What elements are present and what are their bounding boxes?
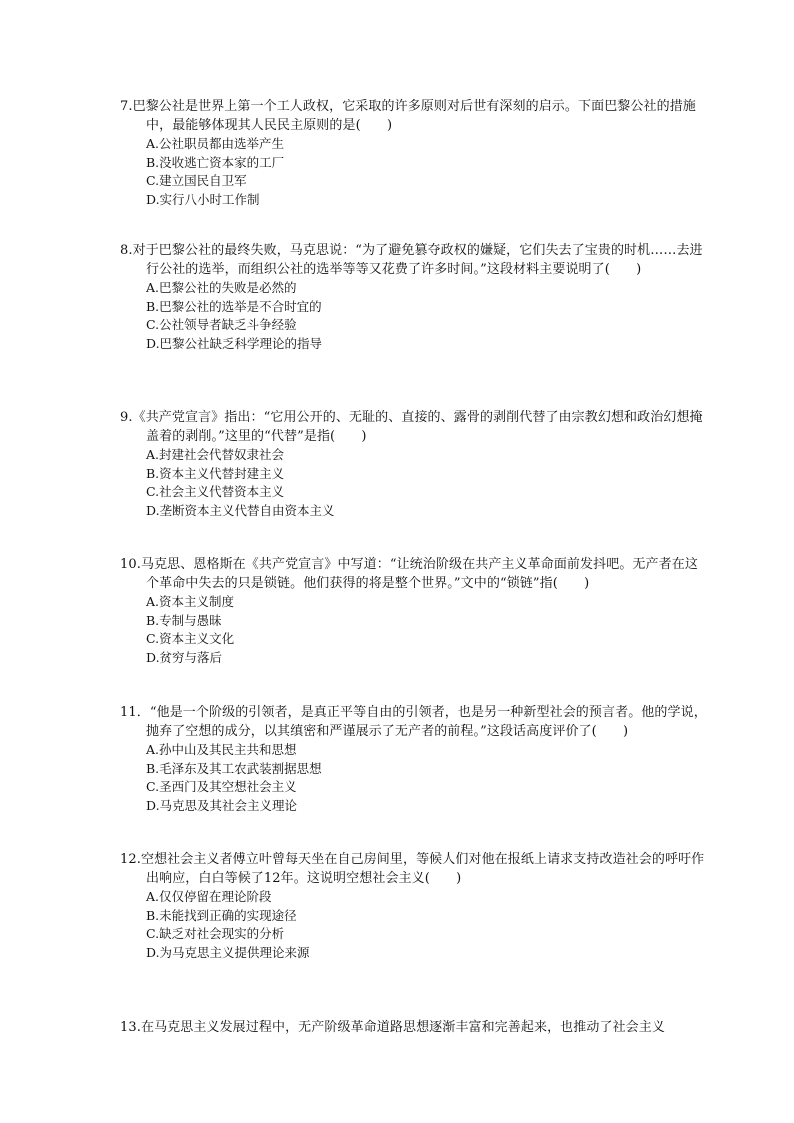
question-stem: 10.马克思、恩格斯在《共产党宣言》中写道：“让统治阶级在共产主义革命面前发抖吧。无产者在这个革命中失去的只是锁链。他们获得的将是整个世界。”文中的“锁链”指( ) [120,557,698,591]
option-list [120,279,710,353]
option-b: B.资本主义代替封建主义 [146,465,285,481]
option-d: D.贫穷与落后 [146,649,223,665]
option-a: A.封建社会代替奴隶社会 [146,447,285,463]
option-b: B.巴黎公社的选举是不合时宜的 [146,298,322,314]
option-a: A.资本主义制度 [146,594,235,610]
option-list [120,446,710,520]
option-c: C.社会主义代替资本主义 [146,484,285,500]
option-b: B.未能找到正确的实现途径 [146,907,297,923]
option-list [120,593,710,667]
question-7 [120,98,710,210]
option-c: C.缺乏对社会现实的分析 [146,926,285,942]
option-b: B.专制与愚昧 [146,612,222,628]
option-list [120,741,710,815]
option-c: C.建立国民自卫军 [146,173,247,189]
option-b: B.毛泽东及其工农武装割据思想 [146,760,322,776]
question-8 [120,242,710,354]
option-a: A.仅仅停留在理论阶段 [146,889,272,905]
option-a: A.公社职员都由选举产生 [146,136,285,152]
option-a: A.巴黎公社的失败是必然的 [146,280,297,296]
option-c: C.公社领导者缺乏斗争经验 [146,317,297,333]
question-stem: 12.空想社会主义者傅立叶曾每天坐在自己房间里，等候人们对他在报纸上请求支持改造社会的呼吁作出响应，白白等候了12年。这说明空想社会主义( ) [120,852,705,886]
question-13 [120,1019,710,1038]
option-list [120,135,710,209]
option-list [120,888,710,962]
question-stem: 7.巴黎公社是世界上第一个工人政权，它采取的许多原则对后世有深刻的启示。下面巴黎公社的措施中，最能够体现其人民民主原则的是( ) [120,99,696,133]
option-c: C.资本主义文化 [146,631,235,647]
question-stem: 13.在马克思主义发展过程中，无产阶级革命道路思想逐渐丰富和完善起来，也推动了社会主义 [120,1020,665,1035]
question-9 [120,409,710,521]
option-d: D.垄断资本主义代替自由资本主义 [146,502,335,518]
option-d: D.马克思及其社会主义理论 [146,797,298,813]
question-stem: 8.对于巴黎公社的最终失败，马克思说：“为了避免篡夺政权的嫌疑，它们失去了宝贵的时机……去进行公社的选举，而组织公社的选举等等又花费了许多时间。”这段材料主要说明了( ) [120,243,703,277]
option-d: D.实行八小时工作制 [146,191,260,207]
option-d: D.为马克思主义提供理论来源 [146,944,310,960]
question-10 [120,556,710,668]
question-12 [120,851,710,963]
question-stem: 11．“他是一个阶级的引领者，是真正平等自由的引领者，也是另一种新型社会的预言者。他的学说，抛弃了空想的成分，以其缜密和严谨展示了无产者的前程。”这段话高度评价了( ) [120,705,707,739]
option-a: A.孙中山及其民主共和思想 [146,742,297,758]
question-stem: 9.《共产党宣言》指出：“它用公开的、无耻的、直接的、露骨的剥削代替了由宗教幻想和政治幻想掩盖着的剥削。”这里的“代替”是指( ) [120,410,703,444]
question-11 [120,704,710,816]
option-b: B.没收逃亡资本家的工厂 [146,154,285,170]
option-d: D.巴黎公社缺乏科学理论的指导 [146,335,323,351]
option-c: C.圣西门及其空想社会主义 [146,779,297,795]
